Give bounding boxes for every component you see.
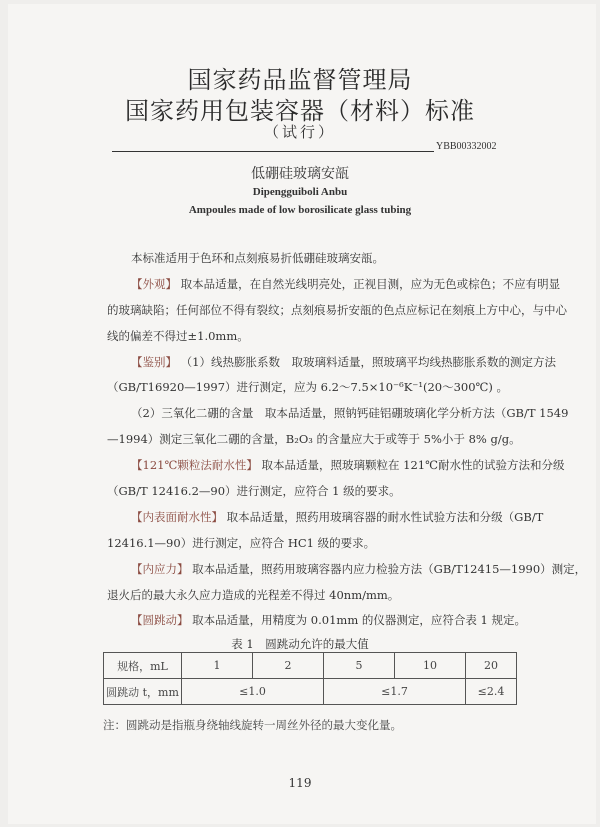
paragraph-line — [107, 401, 569, 427]
paragraph-text: （GB/T16920—1997）进行测定，应为 6.2～7.5×10⁻⁶K⁻¹(20～300℃) 。 — [107, 380, 509, 395]
paragraph-line — [107, 608, 527, 634]
paragraph-line — [107, 505, 544, 531]
paragraph-line — [107, 350, 556, 376]
table-cell: 2 — [253, 653, 324, 679]
paragraph-text: （1）线热膨胀系数 取玻璃料适量，照玻璃平均线热膨胀系数的测定方法 — [180, 354, 556, 369]
paragraph-line — [107, 427, 521, 453]
runout-table — [103, 652, 517, 705]
paragraph-text: 本标准适用于色环和点刻痕易折低硼硅玻璃安瓿。 — [131, 251, 384, 265]
paragraph-line — [107, 324, 511, 350]
paragraph-text: 取本品适量，照玻璃颗粒在 121℃耐水性的试验方法和分级 — [261, 458, 565, 473]
table-cell: 5 — [324, 653, 395, 679]
section-label: 【鉴别】 — [131, 354, 177, 369]
paragraph-text: （GB/T 12416.2—90）进行测定，应符合 1 级的要求。 — [107, 484, 401, 499]
document-title-cn: 低硼硅玻璃安瓿 — [251, 166, 349, 182]
paragraph-text: 取本品适量，用精度为 0.01mm 的仪器测定，应符合表 1 规定。 — [192, 613, 527, 628]
section-label: 【内应力】 — [131, 561, 189, 576]
paragraph-line — [107, 583, 511, 609]
section-label: 【外观】 — [131, 276, 177, 291]
paragraph-text: —1994）测定三氧化二硼的含量，B₂O₃ 的含量应大于或等于 5%小于 8% g/g。 — [107, 432, 521, 447]
paragraph-text: 线的偏差不得过±1.0mm。 — [107, 328, 249, 343]
standard-title: 国家药用包装容器（材料）标准 — [125, 97, 475, 125]
paragraph-line — [107, 453, 565, 479]
paragraph-line — [107, 246, 511, 272]
document-body — [107, 246, 587, 634]
table-header-cell: 规格，mL — [104, 653, 182, 679]
trial-label: （试行） — [263, 123, 336, 141]
issuing-authority: 国家药品监督管理局 — [187, 66, 413, 94]
paragraph-text: 取本品适量，在自然光线明亮处，正视目测，应为无色或棕色；不应有明显 — [180, 276, 561, 291]
paragraph-text: 12416.1—90）进行测定，应符合 HC1 级的要求。 — [107, 535, 376, 550]
paragraph-text: 取本品适量，照药用玻璃容器内应力检验方法（GB/T12415—1990）测定， — [192, 561, 587, 576]
paragraph-line — [107, 375, 511, 401]
table-cell: ≤2.4 — [466, 679, 517, 705]
standard-code: YBB00332002 — [436, 141, 497, 152]
paragraph-text: 取本品适量，照药用玻璃容器的耐水性试验方法和分级（GB/T — [226, 509, 544, 524]
table-header-cell: 圆跳动 t，mm — [104, 679, 182, 705]
paragraph-line — [107, 531, 511, 557]
paragraph-text: 的玻璃缺陷；任何部位不得有裂纹；点刻痕易折安瓿的色点应标记在刻痕上方中心，与中心 — [107, 302, 567, 317]
table-caption: 表 1 圆跳动允许的最大值 — [231, 637, 369, 651]
section-label: 【内表面耐水性】 — [131, 509, 223, 524]
header-rule — [112, 151, 434, 152]
section-label: 【121℃颗粒法耐水性】 — [131, 458, 258, 473]
document-title-en: Ampoules made of low borosilicate glass tubing — [188, 204, 412, 216]
document-title-pinyin: Dipengguiboli Anbu — [252, 186, 348, 198]
table-row — [104, 653, 517, 679]
table-cell: 10 — [395, 653, 466, 679]
paragraph-text: 退火后的最大永久应力造成的光程差不得过 40nm/mm。 — [107, 587, 400, 602]
page-number: 119 — [288, 776, 312, 790]
table-cell: ≤1.7 — [324, 679, 466, 705]
table-cell: 20 — [466, 653, 517, 679]
paragraph-text: （2）三氧化二硼的含量 取本品适量，照钠钙硅铝硼玻璃化学分析方法（GB/T 1549 — [131, 406, 569, 421]
table-cell: 1 — [182, 653, 253, 679]
table-row — [104, 679, 517, 705]
paragraph-line — [107, 298, 567, 324]
paragraph-line — [107, 272, 561, 298]
table-cell: ≤1.0 — [182, 679, 324, 705]
table-note: 注：圆跳动是指瓶身绕轴线旋转一周丝外径的最大变化量。 — [103, 718, 402, 732]
section-label: 【圆跳动】 — [131, 613, 189, 628]
paragraph-line — [107, 557, 587, 583]
paragraph-line — [107, 479, 511, 505]
